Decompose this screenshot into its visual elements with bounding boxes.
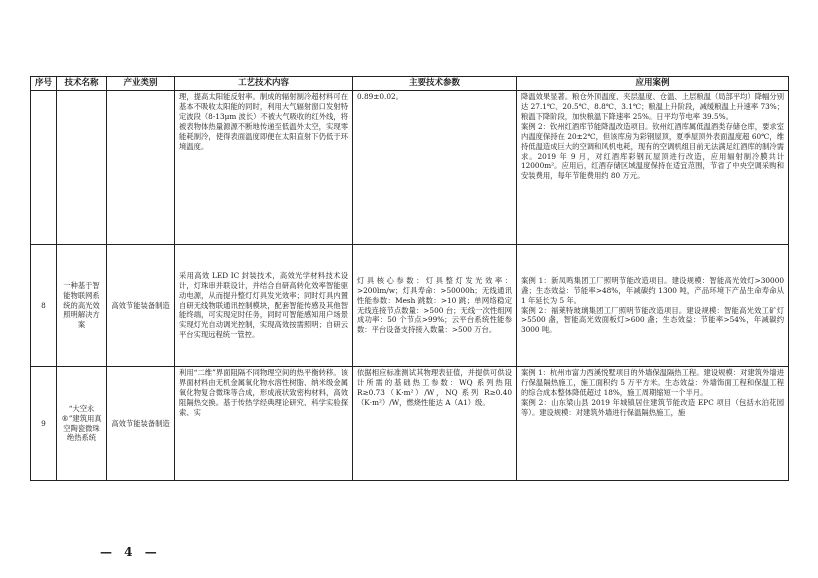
row-name: 一种基于智能物联网系统的高光效照明解决方案	[57, 245, 107, 367]
row-category: 高效节能装备制造	[107, 245, 175, 367]
header-name: 技术名称	[57, 77, 107, 91]
row-name	[57, 91, 107, 245]
row-no: 8	[31, 245, 57, 367]
header-category: 产业类别	[107, 77, 175, 91]
row-process: 采用高效 LED IC 封装技术，高效光学材料技术设计，灯珠串并联设计，并结合自研高转化效率智能驱动电源，从而提升整灯灯具发光效率；同时灯具内置自研无线物联通讯控制模块，配套智能传感及其他智能终端，可实现定时任务，同时可智能感知用户场景实现灯光自动调光控制，实现高效按需照明；自研云平台实现远程统一管控。	[175, 245, 353, 367]
row-cases: 降温效果显著。粮仓外顶温度、夹层温度、仓温、上层粮温（局部平均）降幅分别达 27.1℃、20.5℃、8.8℃、3.1℃；粮温上升阶段，减缓粮温上升速率 73%；粮温下降阶段，加快粮温下降速率 25%。日平均节电率 39.5%。 案例 2：钦州红酒库节能降温改造项目。钦州红酒库属低温酒类存储仓库，要求室内温度保持在 20±2℃，但该库房为彩钢屋顶，夏季屋顶外表面温度超 60℃，维持低温造成巨大的空调和风机电耗，现有的空调机组目前无法满足红酒库的制冷需求。2019 年 9 月，对红酒库彩钢瓦屋顶进行改造，应用辐射制冷膜共计 12000m²。应用后，红酒存储区域温度保持在适宜范围，节省了中央空调采购和安装费用，每年节能费用约 80 万元。	[517, 91, 789, 245]
header-no: 序号	[31, 77, 57, 91]
table-row	[31, 91, 789, 245]
table-row	[31, 245, 789, 367]
row-category	[107, 91, 175, 245]
row-cases: 案例 1：杭州市富力西溪悦墅项目的外墙保温隔热工程。建设规模：对建筑外墙进行保温隔热施工，施工面积约 5 万平方米。生态效益：外墙饰面工程和保温工程的综合成本整体降低超过 18%，施工周期缩短一个半月。 案例 2：山东梁山县 2019 年城镇居住建筑节能改造 EPC 项目（包括水泊花园等）。建设规模：对建筑外墙进行保温隔热施工，施	[517, 367, 789, 481]
row-params: 0.89±0.02。	[353, 91, 517, 245]
header-process: 工艺技术内容	[175, 77, 353, 91]
header-cases: 应用案例	[517, 77, 789, 91]
row-no: 9	[31, 367, 57, 481]
header-params: 主要技术参数	[353, 77, 517, 91]
table-header-row	[31, 77, 789, 91]
page-number: — 4 —	[100, 545, 161, 559]
row-process: 理，提高太阳能反射率。制成的辐射制冷超材料可在基本不吸收太阳能的同时，利用大气辐射窗口发射特定波段（8-13μm 波长）不被大气吸收的红外线，将被表物体热量源源不断地传递至低温外太空，实现零能耗制冷，使得表面温度即便在太阳直射下仍低于环境温度。	[175, 91, 353, 245]
table-row	[31, 367, 789, 481]
row-process: 利用“二维”界面阻隔不同物理空间的热平衡转移。该界面材料由无机金属氧化物水溶性树脂、纳米级金属氧化物复合微珠等合成，形成液状致密构材料，高效阻隔热交换。基于传热学经典理论研究、科学实验探索、实	[175, 367, 353, 481]
row-params: 依据相应标准测试其物理表征值，并提供可供设计所需的基础热工参数：WQ 系列热阻 R≥0.73（K·m²）/W，NQ 系列 R≥0.40（K·m²）/W，燃烧性能达 A（A1）级。	[353, 367, 517, 481]
row-name: “大空永®”建筑用真空陶瓷微珠绝热系统	[57, 367, 107, 481]
technology-table	[30, 76, 789, 481]
row-no	[31, 91, 57, 245]
document-page	[30, 76, 788, 481]
row-cases: 案例 1：新凤鸣集团工厂照明节能改造项目。建设规模：智能高光效灯>30000 盏；生态效益：节能率>48%，年减碳约 1300 吨，产品环境下产品生命寿命从 1 年延长为 5 年。 案例 2：福莱特玻璃集团工厂照明节能改造项目。建设规模：智能高光效工矿灯>5500 盏，智能高光效面板灯>600 盏；生态效益：节能率>54%，年减碳约 3000 吨。	[517, 245, 789, 367]
row-params: 灯具核心参数：灯具整灯发光效率：>200lm/w；灯具寿命：>50000h；无线通讯性能参数：Mesh 跳数：>10 跳；单网络稳定无线连接节点数量：>500 台；无线一次性组网成功率：50 个节点>99%；云平台系统性能参数：平台设备支持接入数量：>500 万台。	[353, 245, 517, 367]
row-category: 高效节能装备制造	[107, 367, 175, 481]
